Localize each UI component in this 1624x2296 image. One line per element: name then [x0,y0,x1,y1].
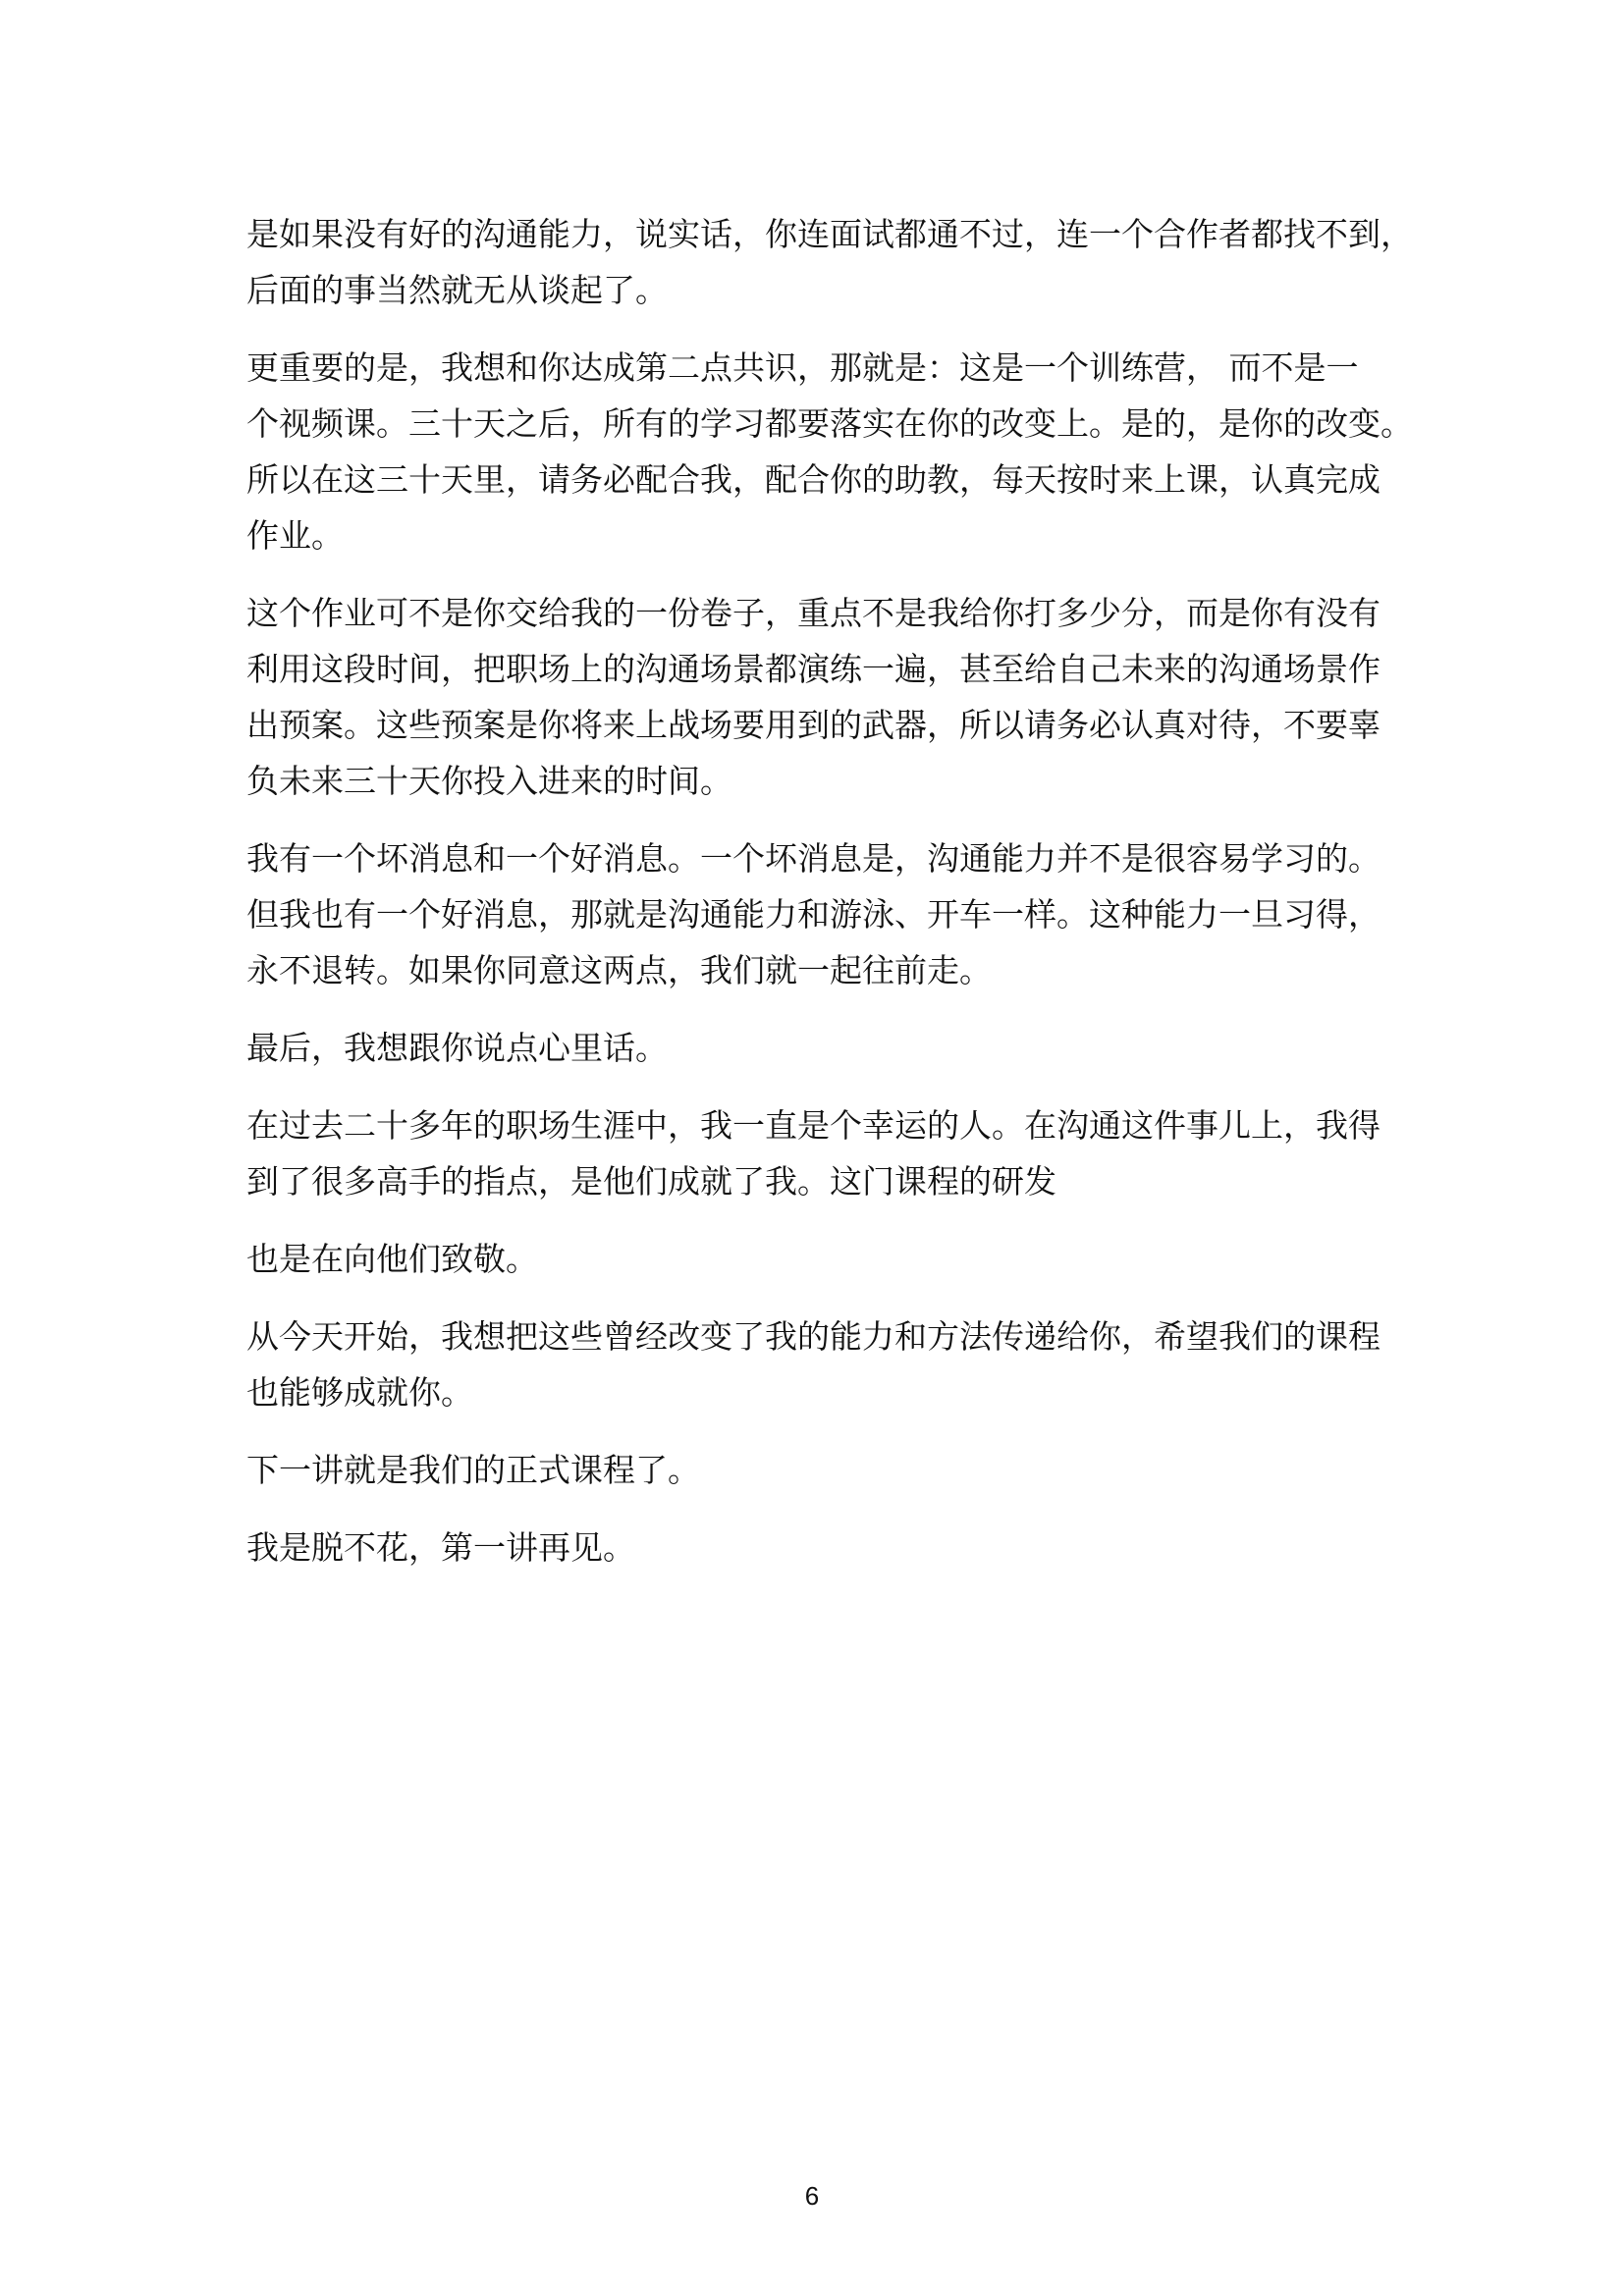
paragraph-3 [246,585,1385,809]
paragraph-2 [246,340,1413,563]
text-line: 从今天开始，我想把这些曾经改变了我的能力和方法传递给你，希望我们的课程 [246,1317,1380,1356]
paragraph-7 [246,1231,1385,1287]
text-line: 作业。 [246,516,344,555]
paragraph-10 [246,1520,1385,1575]
text-line: 但我也有一个好消息，那就是沟通能力和游泳、开车一样。这种能力一旦习得， [246,895,1380,934]
text-line: 这个作业可不是你交给我的一份卷子，重点不是我给你打多少分，而是你有没有 [246,594,1380,632]
paragraph-9 [246,1442,1385,1498]
text-line: 到了很多高手的指点，是他们成就了我。这门课程的研发 [246,1162,1056,1201]
text-line: 所以在这三十天里，请务必配合我，配合你的助教，每天按时来上课，认真完成 [246,460,1380,499]
text-line: 负未来三十天你投入进来的时间。 [246,762,732,800]
text-line: 下一讲就是我们的正式课程了。 [246,1451,700,1489]
text-line: 也能够成就你。 [246,1373,473,1412]
paragraph-4 [246,830,1385,998]
text-line: 是如果没有好的沟通能力，说实话，你连面试都通不过，连一个合作者都找不到， [246,215,1413,253]
text-line: 我是脱不花，第一讲再见。 [246,1528,635,1567]
paragraph-6 [246,1097,1385,1209]
text-line: 我有一个坏消息和一个好消息。一个坏消息是，沟通能力并不是很容易学习的。 [246,839,1380,878]
text-line: 个视频课。三十天之后，所有的学习都要落实在你的改变上。是的，是你的改变。 [246,404,1413,443]
paragraph-5 [246,1020,1385,1076]
text-line: 也是在向他们致敬。 [246,1240,538,1278]
page-number: 6 [804,2181,820,2211]
text-line: 更重要的是，我想和你达成第二点共识，那就是：这是一个训练营， 而不是一 [246,348,1359,387]
text-line: 后面的事当然就无从谈起了。 [246,271,668,309]
text-line: 利用这段时间，把职场上的沟通场景都演练一遍，甚至给自己未来的沟通场景作 [246,650,1380,688]
paragraph-1 [246,206,1413,318]
page-body [246,206,1413,1575]
text-line: 永不退转。如果你同意这两点，我们就一起往前走。 [246,951,992,989]
text-line: 在过去二十多年的职场生涯中，我一直是个幸运的人。在沟通这件事儿上，我得 [246,1106,1380,1145]
text-line: 出预案。这些预案是你将来上战场要用到的武器，所以请务必认真对待，不要辜 [246,706,1380,744]
paragraph-8 [246,1308,1385,1420]
text-line: 最后，我想跟你说点心里话。 [246,1029,668,1067]
